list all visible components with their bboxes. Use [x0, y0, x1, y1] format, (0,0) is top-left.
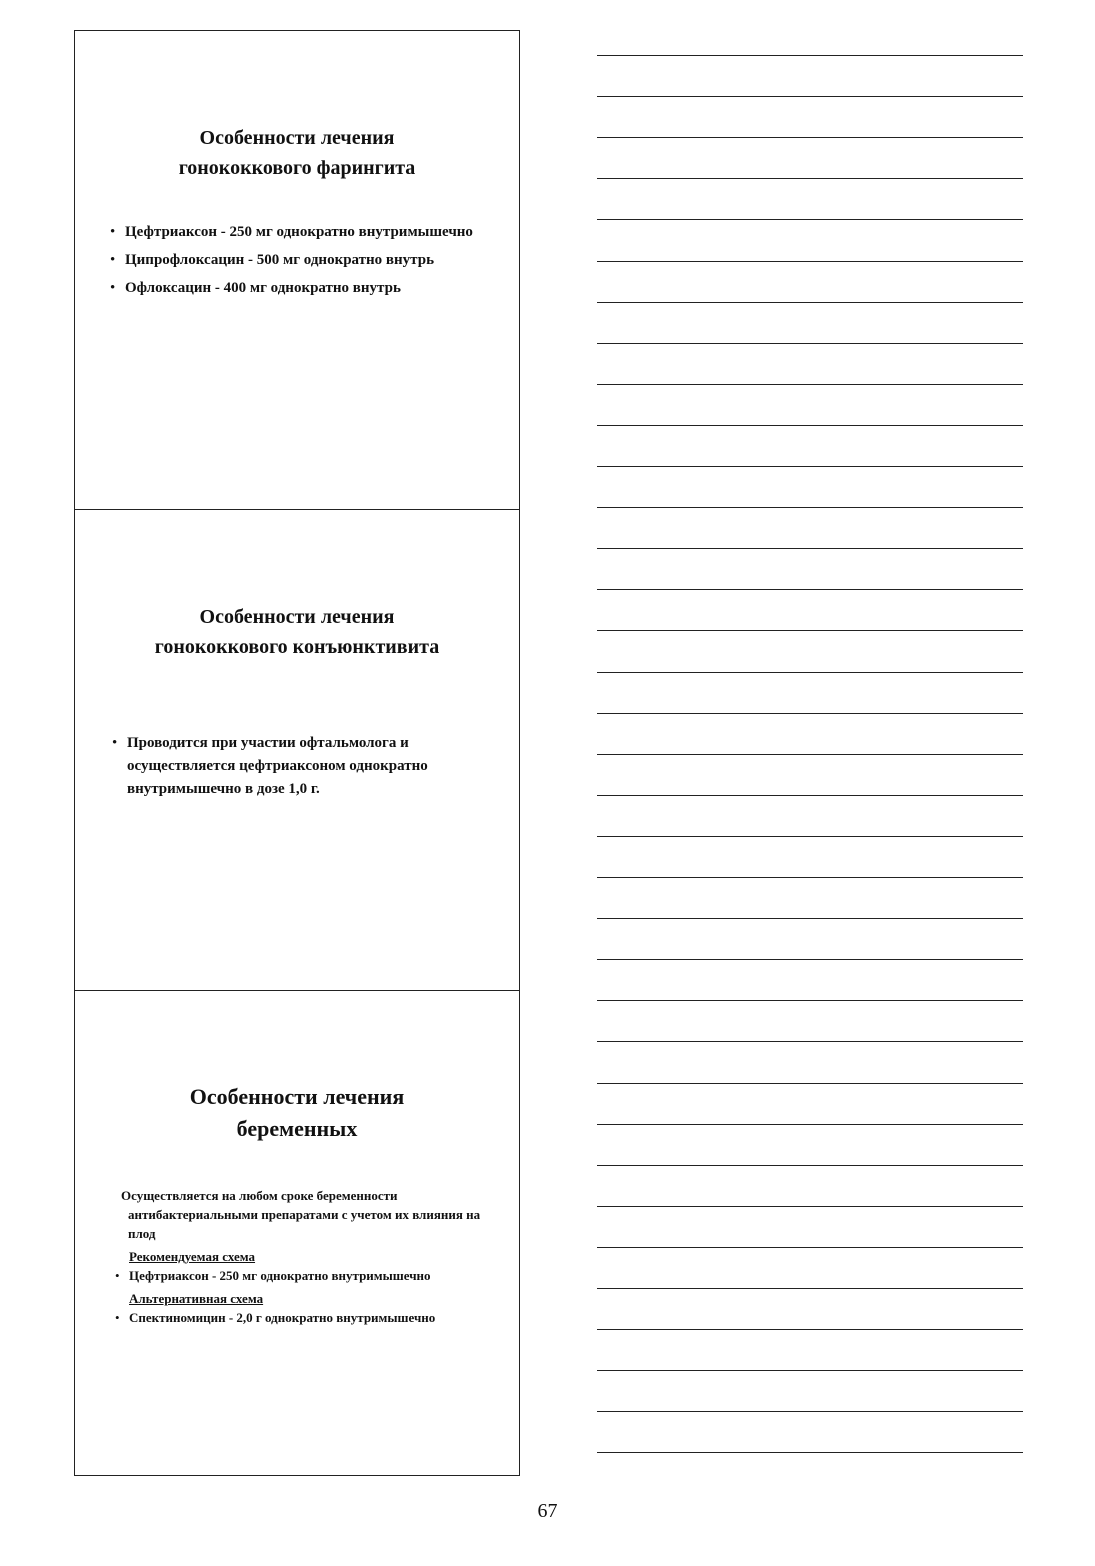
note-line	[597, 1247, 1023, 1248]
slide-body	[121, 1186, 501, 1327]
note-line	[597, 959, 1023, 960]
note-line	[597, 1411, 1023, 1412]
note-line	[597, 137, 1023, 138]
recommended-heading: Рекомендуемая схема	[129, 1249, 256, 1264]
bullet-item: • Цефтриаксон - 250 мг однократно внутримышечно	[125, 221, 485, 243]
note-line	[597, 754, 1023, 755]
note-line	[597, 1370, 1023, 1371]
bullet-item: • Ципрофлоксацин - 500 мг однократно внутрь	[125, 249, 485, 271]
notes-lines	[597, 0, 1023, 1480]
note-line	[597, 918, 1023, 919]
bullet-item: • Спектиномицин - 2,0 г однократно внутримышечно	[129, 1308, 501, 1327]
bullet-list	[129, 1266, 501, 1285]
note-line	[597, 178, 1023, 179]
slide-title	[75, 1081, 519, 1145]
note-line	[597, 55, 1023, 56]
note-line	[597, 261, 1023, 262]
note-line	[597, 1329, 1023, 1330]
alternative-heading: Альтернативная схема	[129, 1291, 264, 1306]
bullet-list	[129, 1308, 501, 1327]
note-line	[597, 1124, 1023, 1125]
note-line	[597, 96, 1023, 97]
note-line	[597, 548, 1023, 549]
note-line	[597, 589, 1023, 590]
slide-pharyngitis	[75, 31, 519, 509]
note-line	[597, 1288, 1023, 1289]
note-line	[597, 1165, 1023, 1166]
note-line	[597, 384, 1023, 385]
note-line	[597, 1452, 1023, 1453]
bullet-item: • Цефтриаксон - 250 мг однократно внутримышечно	[129, 1266, 501, 1285]
slide-title-line-1: Особенности лечения	[189, 1084, 405, 1109]
note-line	[597, 713, 1023, 714]
note-line	[597, 836, 1023, 837]
note-line	[597, 877, 1023, 878]
slide-title-line-1: Особенности лечения	[199, 127, 395, 149]
slide-title-line-1: Особенности лечения	[199, 606, 395, 628]
note-line	[597, 507, 1023, 508]
slide-title	[75, 602, 519, 662]
intro-text: Осуществляется на любом сроке беременности антибактериальными препаратами с учетом их влияния на плод	[121, 1188, 481, 1241]
note-line	[597, 466, 1023, 467]
slide-title-line-2: гонококкового конъюнктивита	[154, 636, 440, 658]
slide-title-line-2: беременных	[236, 1116, 358, 1141]
note-line	[597, 1041, 1023, 1042]
note-line	[597, 425, 1023, 426]
bullet-item: • Офлоксацин - 400 мг однократно внутрь	[125, 277, 485, 299]
note-line	[597, 1083, 1023, 1084]
bullet-item: • Проводится при участии офтальмолога и осуществляется цефтриаксоном однократно внутримышечно в дозе 1,0 г.	[127, 732, 497, 801]
slide-title-line-2: гонококкового фарингита	[178, 157, 416, 179]
note-line	[597, 1206, 1023, 1207]
note-line	[597, 219, 1023, 220]
note-line	[597, 1000, 1023, 1001]
bullet-list	[127, 732, 497, 801]
note-line	[597, 343, 1023, 344]
note-line	[597, 630, 1023, 631]
slide-title	[75, 123, 519, 183]
note-line	[597, 302, 1023, 303]
slide-conjunctivitis	[75, 509, 519, 990]
note-line	[597, 672, 1023, 673]
page-number: 67	[537, 1500, 558, 1522]
slide-pregnancy	[75, 990, 519, 1477]
note-line	[597, 795, 1023, 796]
bullet-list	[125, 221, 485, 305]
slides-column	[74, 30, 520, 1476]
